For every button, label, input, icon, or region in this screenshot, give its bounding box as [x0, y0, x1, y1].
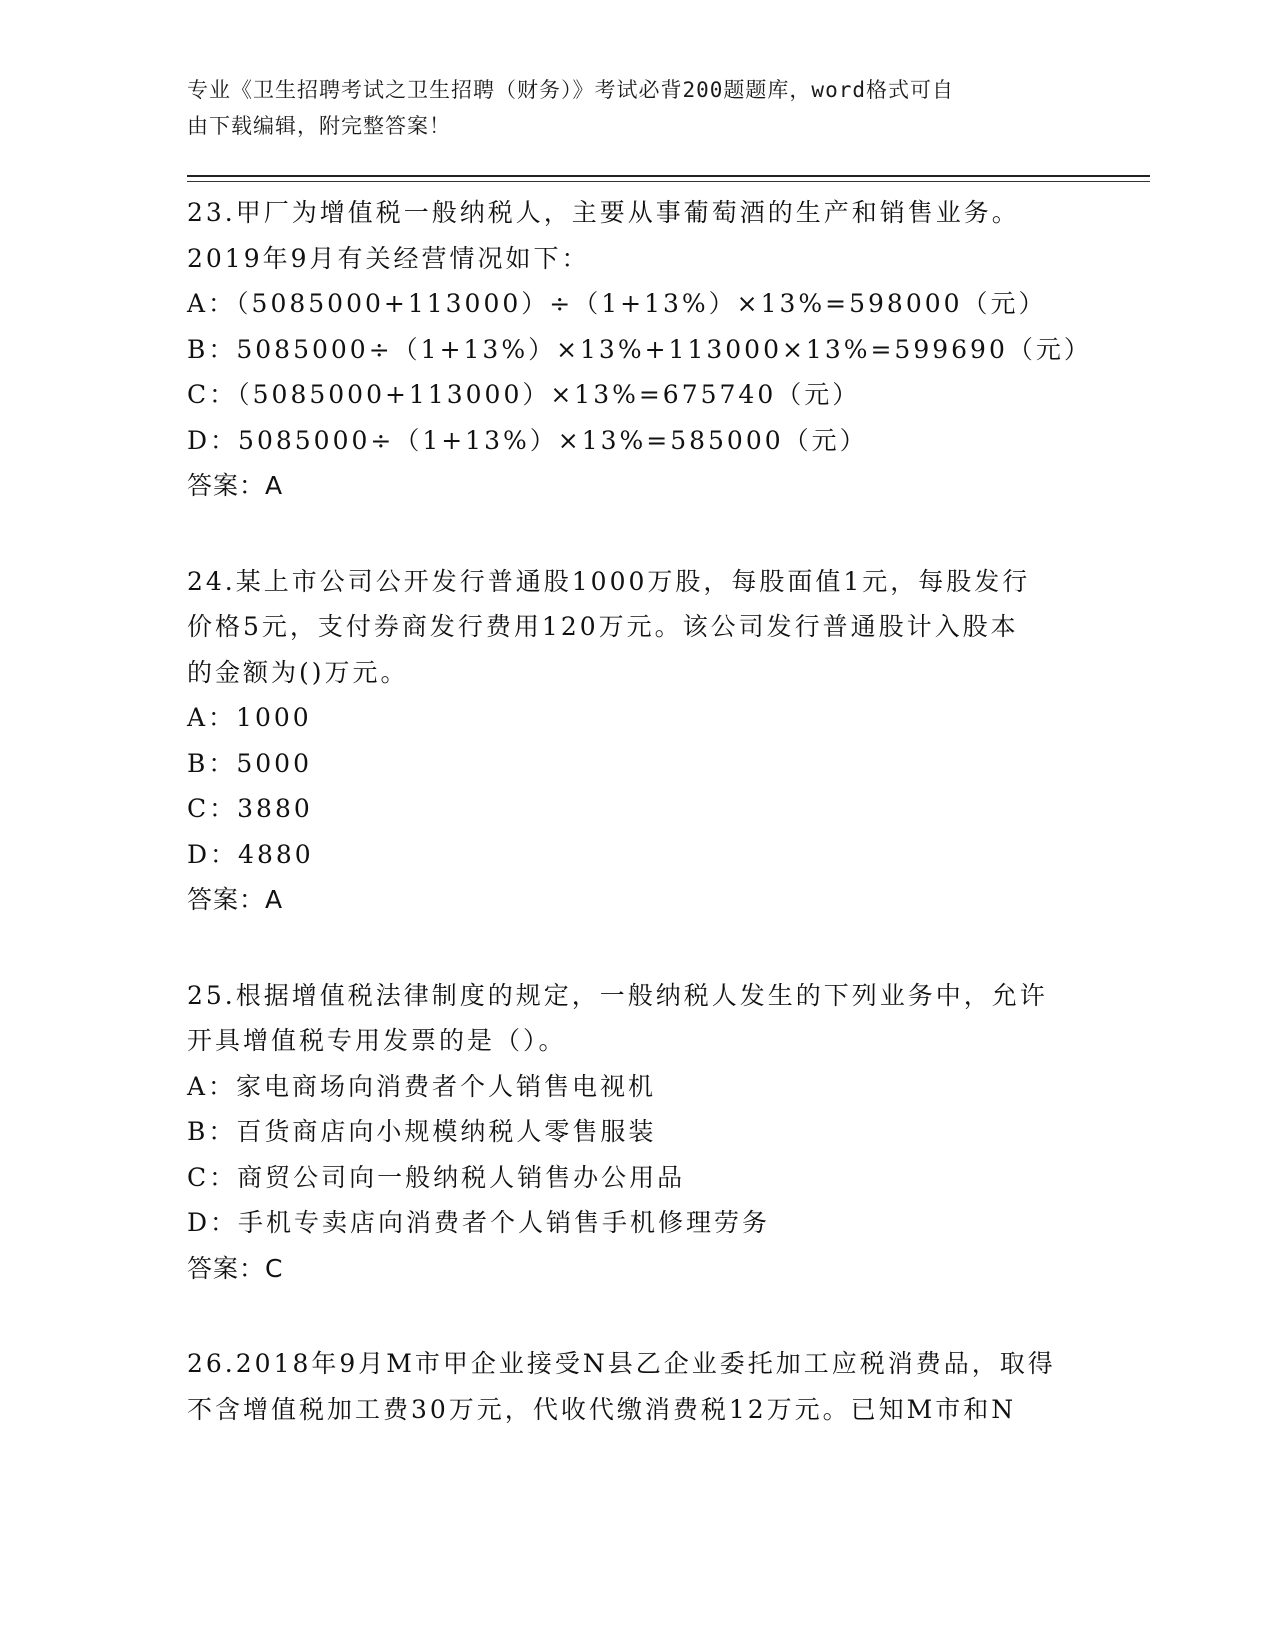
question-stem-line: 26.2018年9月M市甲企业接受N县乙企业委托加工应税消费品，取得 [187, 1349, 1056, 1378]
question-stem-line: 2019年9月有关经营情况如下： [187, 243, 590, 273]
question-23 [187, 190, 1092, 509]
option-c: C：商贸公司向一般纳税人销售办公用品 [187, 1162, 686, 1192]
question-26 [187, 1341, 1087, 1432]
header-divider-thick [187, 175, 1150, 177]
question-stem-line: 不含增值税加工费30万元，代收代缴消费税12万元。已知M市和N [187, 1394, 1017, 1424]
answer-line: 答案：C [187, 1253, 284, 1283]
question-stem-line: 价格5元，支付券商发行费用120万元。该公司发行普通股计入股本 [187, 612, 1019, 641]
question-stem-line: 开具增值税专用发票的是（）。 [187, 1026, 567, 1055]
option-a: A：家电商场向消费者个人销售电视机 [187, 1071, 657, 1101]
question-stem-line: 25.根据增值税法律制度的规定，一般纳税人发生的下列业务中，允许 [187, 980, 1048, 1010]
option-c: C：（5085000+113000）×13%=675740（元） [187, 380, 861, 409]
question-stem-line: 23.甲厂为增值税一般纳税人，主要从事葡萄酒的生产和销售业务。 [187, 198, 1020, 227]
answer-line: 答案：A [187, 885, 284, 914]
document-header [187, 72, 1067, 144]
option-b: B：百货商店向小规模纳税人零售服装 [187, 1117, 657, 1146]
header-divider-thin [187, 181, 1150, 182]
question-24 [187, 559, 1087, 923]
question-stem-line: 的金额为()万元。 [187, 657, 409, 687]
header-line: 由下载编辑，附完整答案！ [187, 114, 451, 138]
option-d: D：4880 [187, 839, 314, 869]
option-d: D：手机专卖店向消费者个人销售手机修理劳务 [187, 1208, 771, 1237]
option-a: A：1000 [187, 703, 312, 732]
option-b: B：5000 [187, 748, 312, 778]
answer-line: 答案：A [187, 471, 284, 500]
option-c: C：3880 [187, 794, 313, 823]
option-a: A：（5085000+113000）÷（1+13%）×13%=598000（元） [187, 289, 1047, 318]
question-stem-line: 24.某上市公司公开发行普通股1000万股，每股面值1元，每股发行 [187, 566, 1031, 596]
option-d: D：5085000÷（1+13%）×13%=585000（元） [187, 425, 868, 455]
question-list [187, 190, 1092, 1482]
header-line: 专业《卫生招聘考试之卫生招聘（财务）》考试必背200题题库，word格式可自 [187, 78, 954, 102]
question-25 [187, 973, 1087, 1292]
option-b: B：5085000÷（1+13%）×13%+113000×13%=599690（元） [187, 334, 1092, 364]
